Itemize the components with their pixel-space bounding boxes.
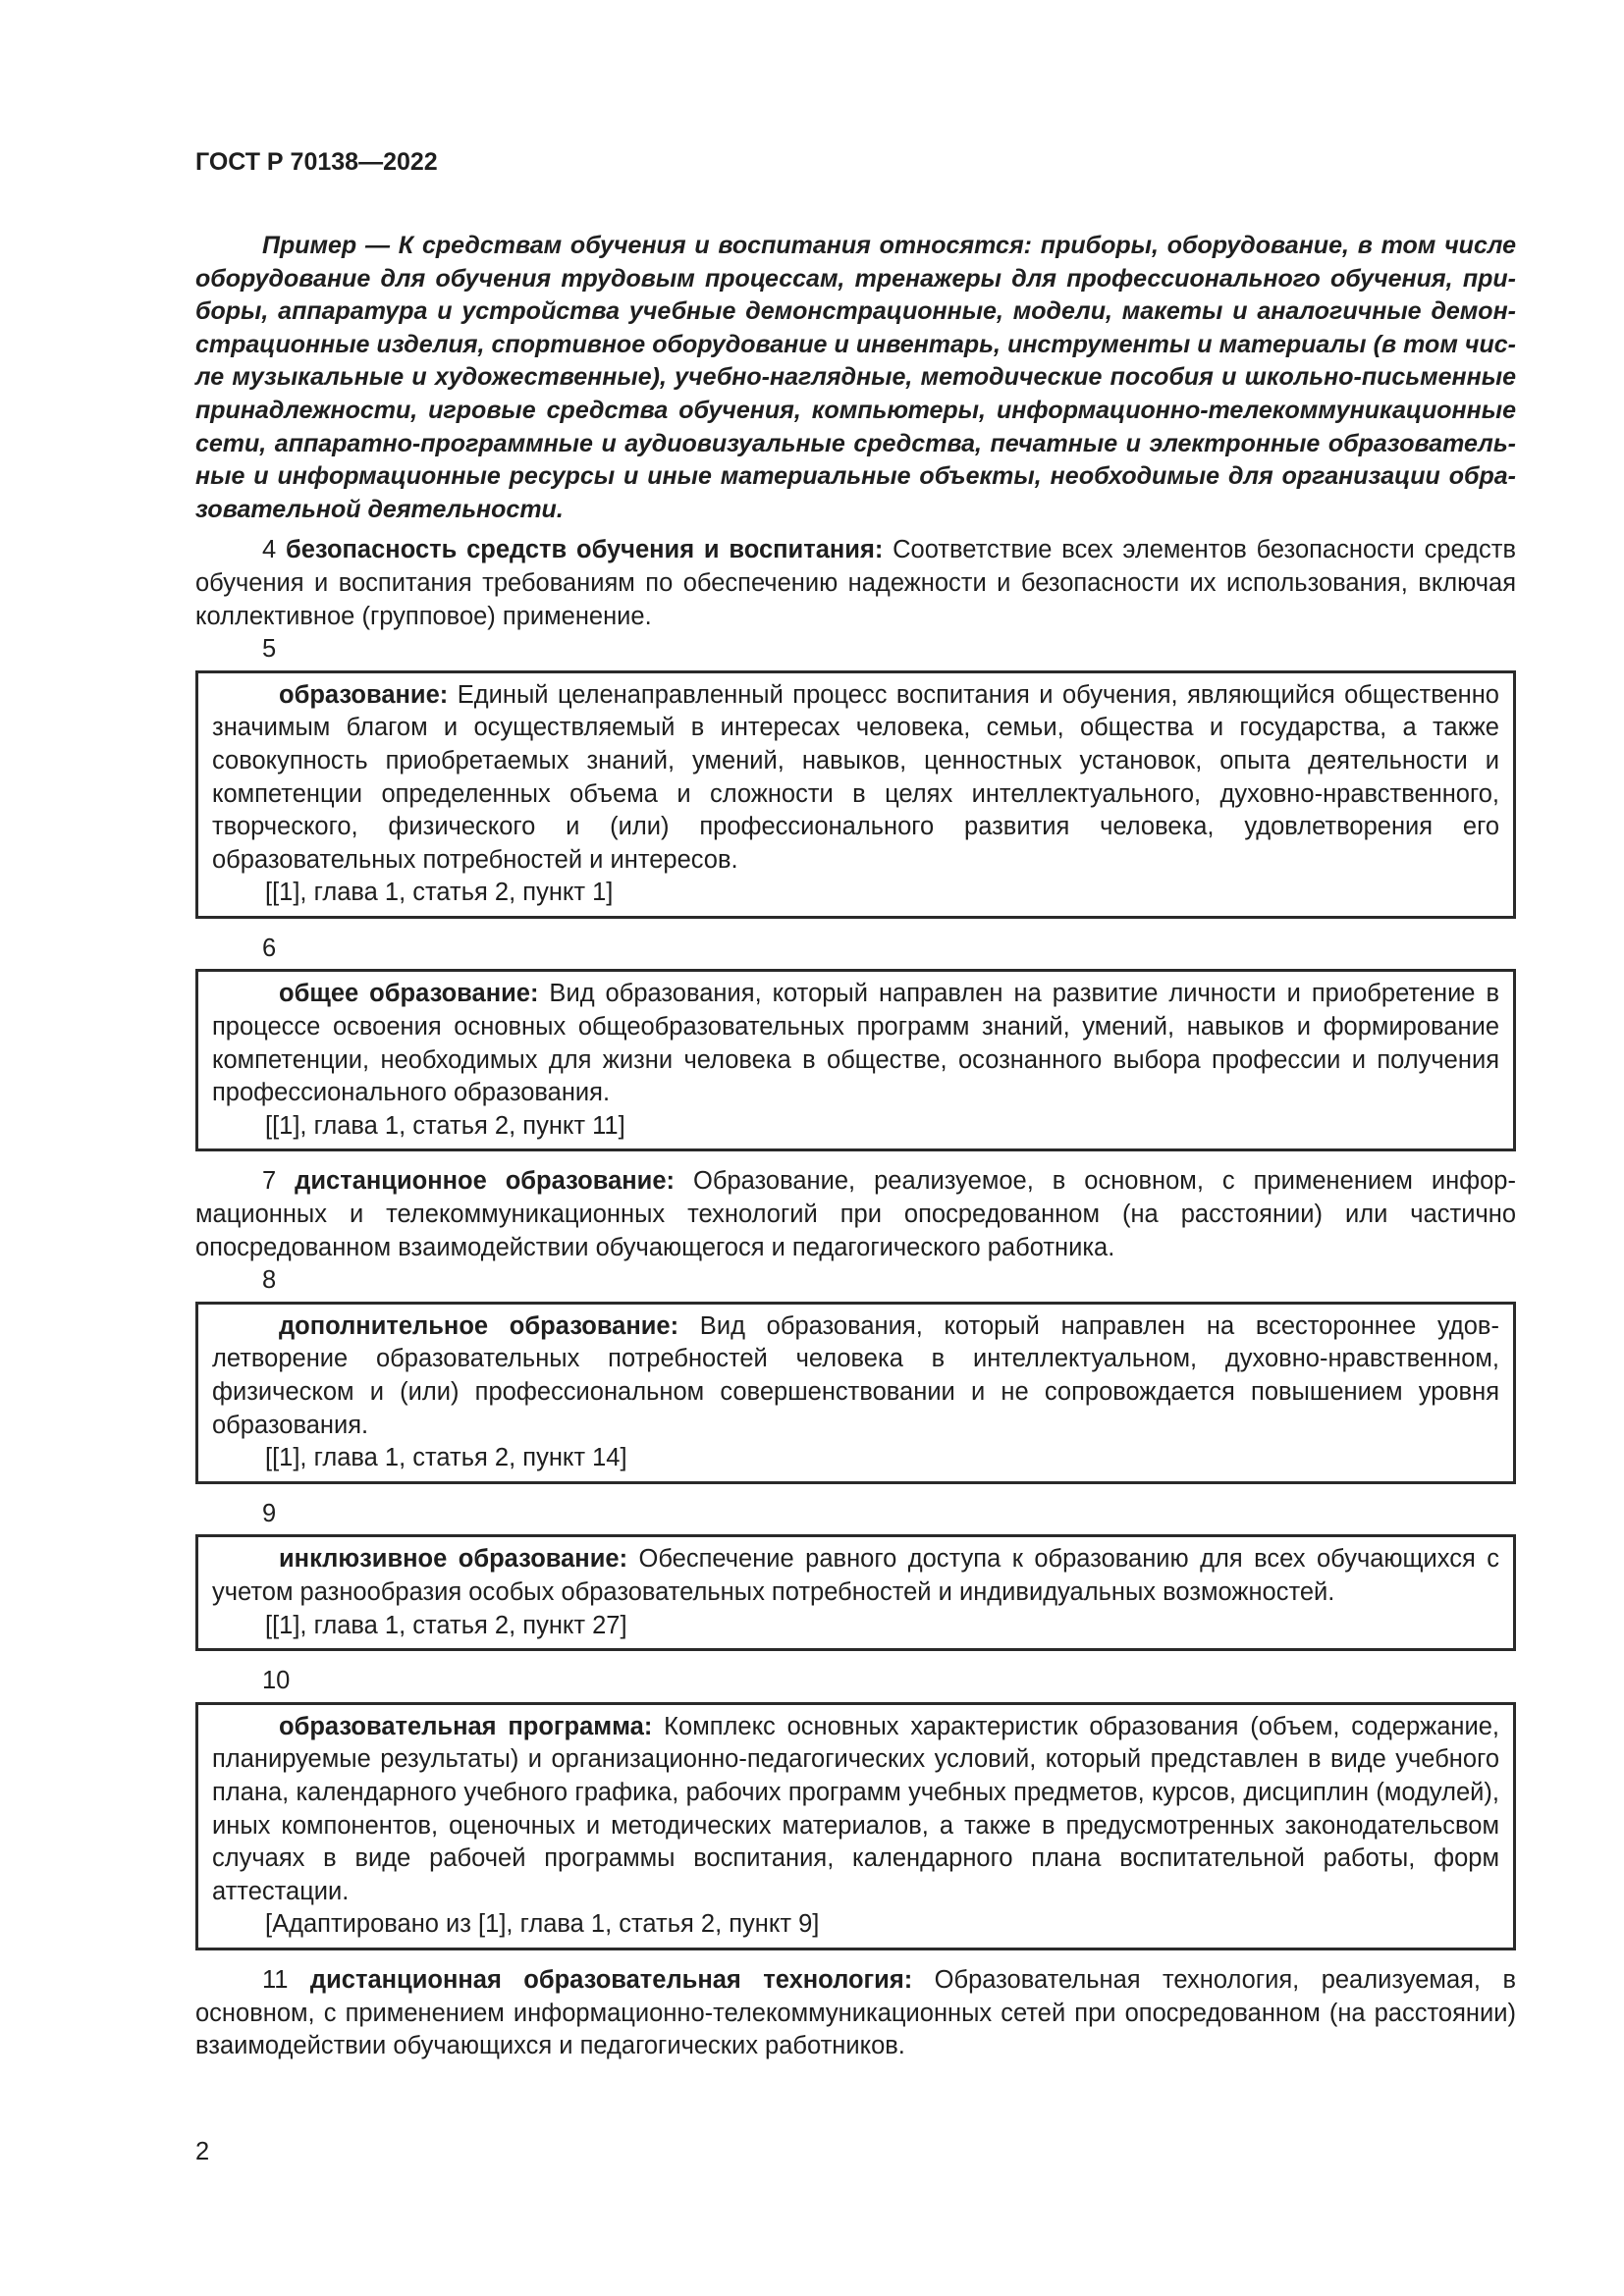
term-title-7: дистанционное образование: [295,1167,676,1196]
term-number-7: 7 [262,1167,277,1196]
term-title-8: дополнительное образование: [279,1311,679,1340]
term-entry-9 [212,1543,1499,1609]
term-box-8 [195,1302,1516,1484]
term-definition-4: Соответствие всех элементов безопасности средств обучения и воспитания требованиям по обеспечению надежности и безопасности их использования, включая коллективное (групповое) применение. [195,536,1516,630]
term-entry-7 [195,1165,1516,1264]
term-box-5 [195,670,1516,919]
term-title-4: безопасность средств обучения и воспитания: [285,536,884,564]
term-number-5: 5 [262,635,277,664]
term-number-10: 10 [262,1667,291,1695]
term-source-10: [Адаптировано из [1], глава 1, статья 2, пункт 9] [265,1910,820,1939]
term-definition-6: Вид образования, который направлен на развитие личности и приобретение в процессе освоения основных общеобразовательных программ знаний, умений, навыков и формирование компетенции, необходимых для жизни человека в обществе, осознанного выбора профессии и получения профессионального образования. [212,980,1500,1107]
term-definition-10: Комплекс основных характеристик образования (объем, содержание, планируемые результаты) и организационно-педагогических условий, который представлен в виде учебного плана, календарного учебного графика, рабочих программ учебных предметов, курсов, дисциплин (модулей), иных компонентов, оценочных и методических материалов, а также в предусмотренных законодательсвом случаях в виде рабочей программы воспитания, календарного плана воспитательной работы, форм аттестации. [212,1712,1499,1905]
term-box-6 [195,969,1516,1151]
term-number-6: 6 [262,934,277,962]
term-definition-11: Образовательная технология, реализуемая, в основном, с применением информационно-телекоммуникационных сетей при опосредованном (на расстоянии) взаимодействии обучающихся и педагогических работников. [195,1965,1516,2060]
term-entry-5 [212,679,1499,878]
term-box-10 [195,1702,1516,1950]
term-number-8: 8 [262,1266,277,1295]
term-definition-5: Единый целенаправленный процесс воспитания и обучения, являющийся общественно значимым благом и осуществляемый в интересах человека, семьи, общества и государства, а также совокупность приобретаемых знаний, умений, навыков, ценностных установок, опыта деятельности и компетенции определенных объема и сложности в целях интеллектуального, духовно-нравственного, творческого, физического и (или) профессионального развития человека, удовлетворения его образовательных потребностей и интересов. [212,680,1499,874]
term-entry-10 [212,1711,1499,1909]
term-entry-4 [195,534,1516,633]
term-number-9: 9 [262,1499,277,1527]
document-header-id: ГОСТ Р 70138—2022 [195,148,438,176]
term-title-10: образовательная программа: [279,1712,653,1740]
term-source-8: [[1], глава 1, статья 2, пункт 14] [265,1444,627,1472]
term-number-4: 4 [262,536,277,564]
term-definition-7: Образование, реализуемое, в основном, с применением информационных и телекоммуникационных технологий при опосредованном (на расстоянии) или частично опосредованном взаимодействии обучающегося и педагогического работника. [195,1167,1516,1261]
example-note: Пример — К средствам обучения и воспитания относятся: приборы, оборудование, в том числе оборудование для обучения трудовым процессам, тренажеры для профессионального обучения, приборы, аппаратура и устройства учебные демонстрационные, модели, макеты и аналогичные демонстрационные изделия, спортивное оборудование и инвентарь, инструменты и материалы (в том числе музыкальные и художественные), учебно-наглядные, методические пособия и школьно-письменные принадлежности, игровые средства обучения, компьютеры, информационно-телекоммуникационные сети, аппаратно-программные и аудиовизуальные средства, печатные и электронные образовательные и информационные ресурсы и иные материальные объекты, необходимые для организации образовательной деятельности. [195,232,1516,523]
term-entry-8 [212,1310,1499,1442]
term-definition-9: Обеспечение равного доступа к образованию для всех обучающихся с учетом разнообразия особых образовательных потребностей и индивидуальных возможностей. [212,1545,1499,1606]
term-title-6: общее образование: [279,980,539,1008]
term-entry-6 [212,978,1499,1109]
term-entry-11 [195,1964,1516,2063]
document-page [195,147,1516,2063]
term-source-5: [[1], глава 1, статья 2, пункт 1] [265,879,614,907]
term-title-11: дистанционная образовательная технология: [309,1965,913,1994]
term-title-5: образование: [279,680,449,709]
term-source-6: [[1], глава 1, статья 2, пункт 11] [265,1111,625,1140]
term-definition-8: Вид образования, который направлен на всестороннее удовлетворение образовательных потребностей человека в интеллектуальном, духовно-нравственном, физическом и (или) профессиональном совершенствовании и не сопровождается повышением уровня образования. [212,1311,1499,1439]
term-title-9: инклюзивное образование: [279,1545,628,1574]
page-number: 2 [195,2138,210,2165]
term-source-9: [[1], глава 1, статья 2, пункт 27] [265,1611,627,1639]
term-number-11: 11 [262,1965,289,1994]
term-box-9 [195,1534,1516,1651]
